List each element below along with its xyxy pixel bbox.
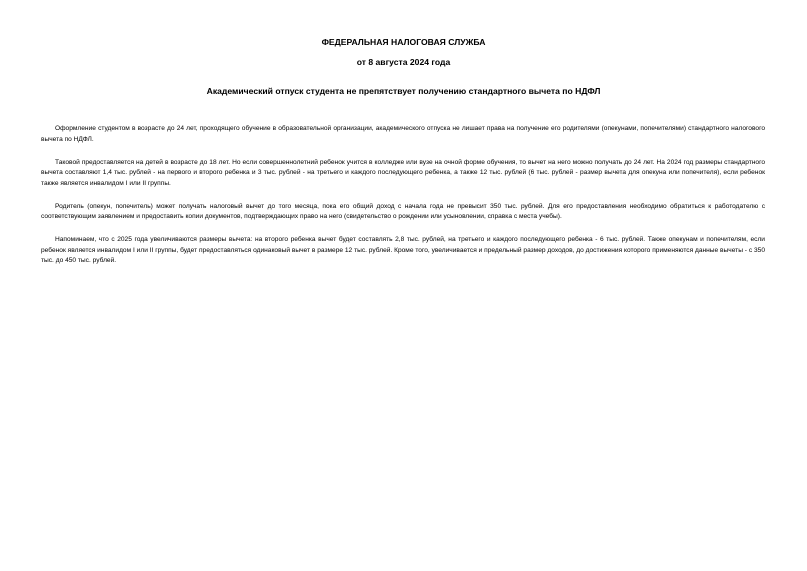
- document-title: Академический отпуск студента не препятствует получению стандартного вычета по НДФЛ: [206, 86, 601, 96]
- paragraph-deduction-amounts: Таковой предоставляется на детей в возрасте до 18 лет. Но если совершеннолетний ребенок учится в колледже или вузе на очной форме обучения, то вычет на него можно получать до 24 лет. На 2024 год размеры стандартного вычета составляют 1,4 тыс. рублей - на первого и второго ребенка и 3 тыс. рублей - на третьего и каждого последующего ребенка, а также 12 тыс. рублей (6 тыс. рублей - размер вычета для опекуна или попечителя), если ребенок также является инвалидом I или II группы.: [41, 158, 765, 187]
- paragraph-income-limit: Родитель (опекун, попечитель) может получать налоговый вычет до того месяца, пока его общий доход с начала года не превысит 350 тыс. рублей. Для его предоставления необходимо обратиться к работодателю с соответствующим заявлением и предоставить копии документов, подтверждающих право на него (свидетельство о рождении или усыновлении, справка с места учебы).: [41, 202, 765, 220]
- agency-name: ФЕДЕРАЛЬНАЯ НАЛОГОВАЯ СЛУЖБА: [321, 37, 486, 47]
- paragraph-2025-changes: Напоминаем, что с 2025 года увеличиваются размеры вычета: на второго ребенка вычет будет составлять 2,8 тыс. рублей, на третьего и каждого последующего ребенка - 6 тыс. рублей. Также опекунам и попечителям, если ребенок является инвалидом I или II группы, будет предоставляться одинаковый вычет в размере 12 тыс. рублей. Кроме того, увеличивается и предельный размер доходов, до достижения которого применяются данные вычеты - с 350 тыс. до 450 тыс. рублей.: [41, 236, 765, 264]
- document-date: от 8 августа 2024 года: [356, 57, 451, 67]
- paragraph-academic-leave: Оформление студентом в возрасте до 24 лет, проходящего обучение в образовательной организации, академического отпуска не лишает права на получение его родителями (опекунами, попечителями) стандартного налогового вычета по НДФЛ.: [41, 125, 765, 143]
- document-body: [41, 124, 765, 279]
